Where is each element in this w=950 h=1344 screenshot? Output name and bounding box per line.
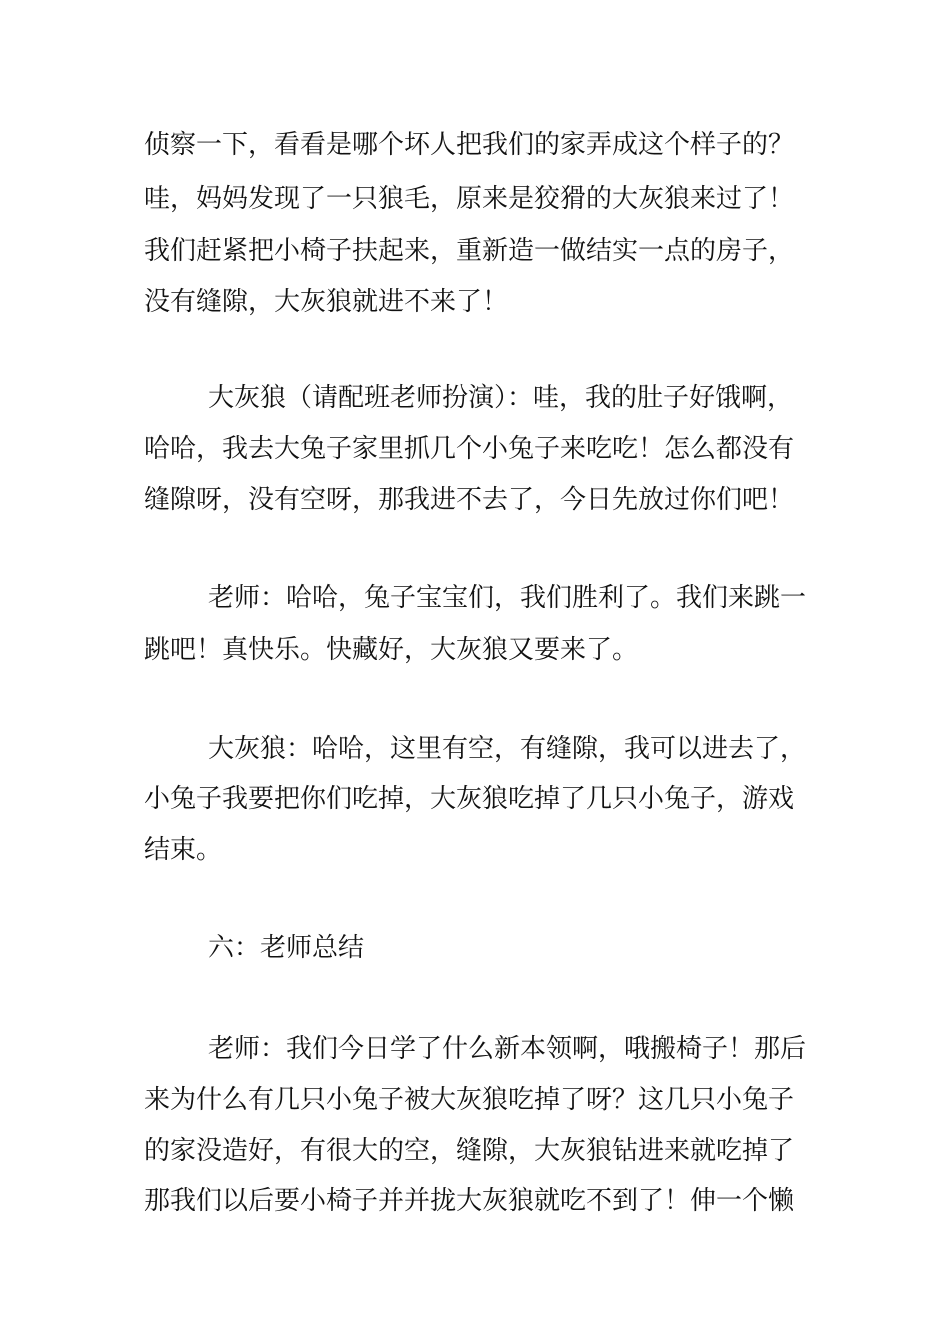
- paragraph-line: 跳吧！真快乐。快藏好，大灰狼又要来了。: [144, 635, 639, 665]
- paragraph-line: 那我们以后要小椅子并并拢大灰狼就吃不到了！伸一个懒: [144, 1186, 795, 1216]
- paragraph-line: 的家没造好，有很大的空，缝隙，大灰狼钻进来就吃掉了: [144, 1136, 795, 1166]
- paragraph-line: 哈哈，我去大兔子家里抓几个小兔子来吃吃！怎么都没有: [144, 434, 795, 464]
- paragraph-line: 小兔子我要把你们吃掉，大灰狼吃掉了几只小兔子，游戏: [144, 784, 795, 814]
- paragraph-line: 哇，妈妈发现了一只狼毛，原来是狡猾的大灰狼来过了！: [144, 184, 795, 214]
- paragraph-line: 缝隙呀，没有空呀，那我进不去了，今日先放过你们吧！: [144, 485, 795, 515]
- paragraph-line: 老师：哈哈，兔子宝宝们，我们胜利了。我们来跳一: [208, 583, 807, 613]
- paragraph-line: 大灰狼（请配班老师扮演）：哇，我的肚子好饿啊，: [208, 383, 794, 413]
- section-heading-text: 六：老师总结: [208, 933, 365, 963]
- paragraph-line: 侦察一下，看看是哪个坏人把我们的家弄成这个样子的？: [144, 130, 795, 160]
- paragraph-line: 结束。: [144, 835, 223, 865]
- paragraph-line: 大灰狼：哈哈，这里有空，有缝隙，我可以进去了，: [208, 734, 807, 764]
- paragraph-line: 我们赶紧把小椅子扶起来，重新造一做结实一点的房子，: [144, 236, 795, 266]
- paragraph-line: 老师：我们今日学了什么新本领啊，哦搬椅子！那后: [208, 1034, 807, 1064]
- paragraph-line: 没有缝隙，大灰狼就进不来了！: [144, 287, 509, 317]
- paragraph-line: 来为什么有几只小兔子被大灰狼吃掉了呀？这几只小兔子: [144, 1085, 795, 1115]
